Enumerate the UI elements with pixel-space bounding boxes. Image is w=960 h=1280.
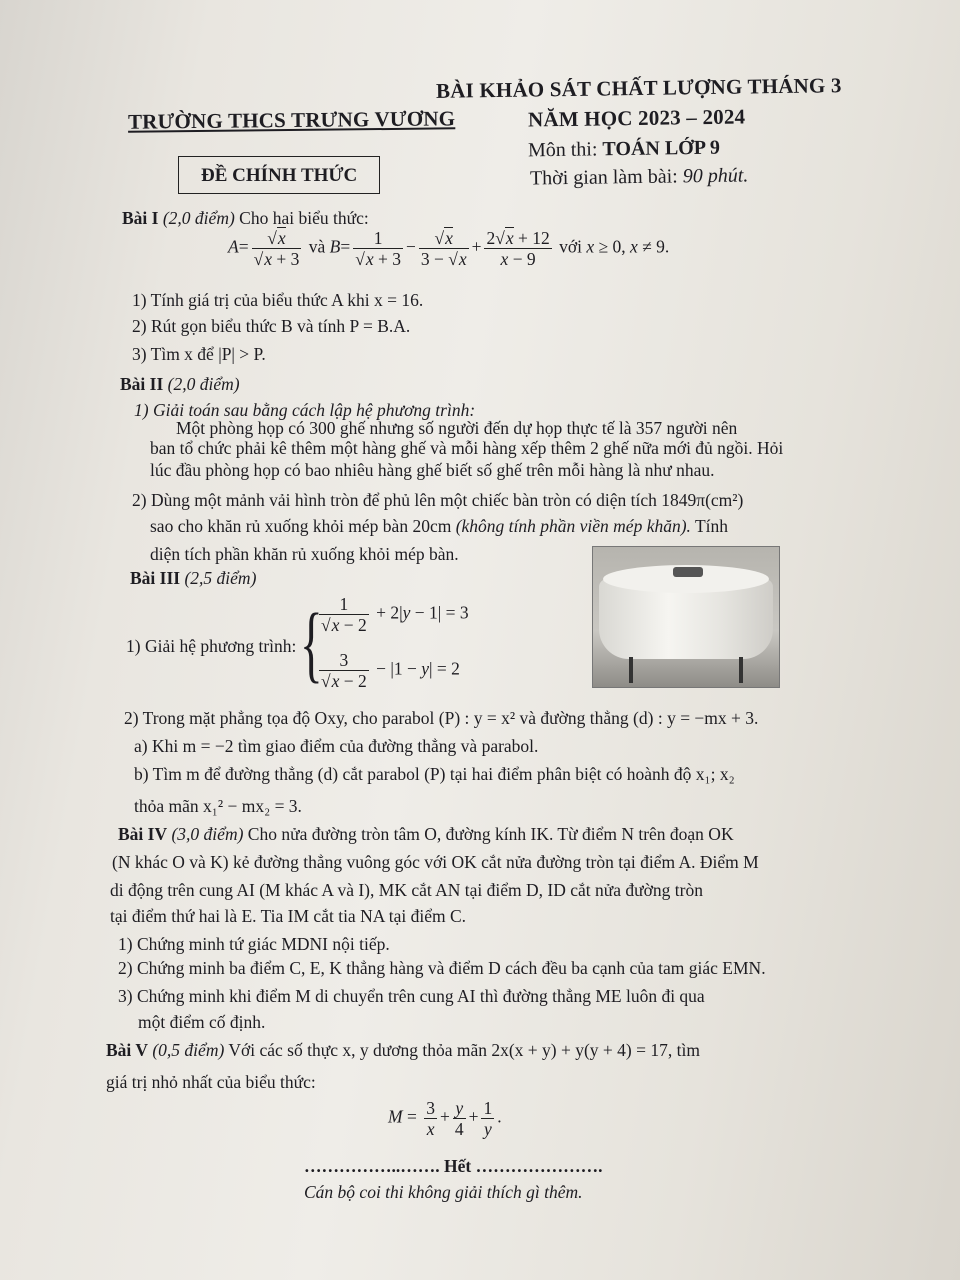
bai1-q3: 3) Tìm x để |P| > P. — [132, 344, 266, 364]
bai2-q2-part-c: Tính — [694, 516, 729, 536]
subject: TOÁN LỚP 9 — [602, 136, 721, 161]
bai3-qb2: thỏa mãn x₁² − mx₂ = 3. — [134, 796, 302, 816]
bai1-title: Bài I — [122, 208, 159, 228]
bai2-q1-line1: Một phòng họp có 300 ghế nhưng số người đến dự họp thực tế là 357 người nên — [176, 418, 738, 438]
bai1-intro: Cho hai biểu thức: — [239, 208, 369, 228]
bai5-points: (0,5 điểm) — [152, 1040, 225, 1060]
exam-title: BÀI KHẢO SÁT CHẤT LƯỢNG THÁNG 3 — [435, 73, 842, 103]
school-name: TRƯỜNG THCS TRƯNG VƯƠNG — [127, 106, 456, 134]
bai5-expression: M = $\frac{3}{x}$ + $\frac{y}{4}$ + $\frac{1}{y}$ . — [388, 1098, 502, 1140]
bai1-expressions: A= $\frac{√x}{√x + 3}$ và B= $\frac{1}{√x + 3}$ − $\frac{√x}{3 - √x}$ + $\frac{2√x + 12}{x - 9}$ với x ≥ 0, x ≠ 9. — [228, 228, 670, 270]
footer-end: ……………..……. Hết …………………. — [304, 1156, 603, 1176]
bai4-q1: 1) Chứng minh tứ giác MDNI nội tiếp. — [118, 934, 390, 954]
bai2-q1-line2: ban tổ chức phải kê thêm một hàng ghế và mỗi hàng xếp thêm 2 ghế nữa mới đủ ngồi. Hỏi — [150, 438, 784, 458]
bai3-points: (2,5 điểm) — [184, 568, 257, 588]
bai3-title: Bài III — [130, 568, 181, 588]
system-eq2: $\frac{3}{√x - 2}$ − |1 − y| = 2 — [321, 650, 460, 692]
bai5-line1 — [106, 1040, 700, 1061]
official-box — [178, 156, 380, 194]
bai2-heading — [120, 374, 240, 395]
bai1-q2: 2) Rút gọn biểu thức B và tính P = B.A. — [132, 316, 411, 336]
bai1-q1: 1) Tính giá trị của biểu thức A khi x = 16. — [132, 290, 424, 310]
official-label: ĐỀ CHÍNH THỨC — [201, 165, 358, 186]
subject-label: Môn thi: — [527, 138, 598, 162]
bai2-q2-line2 — [150, 516, 728, 537]
bai2-points: (2,0 điểm) — [167, 374, 240, 394]
bai2-q2-line1: 2) Dùng một mảnh vải hình tròn để phủ lên một chiếc bàn tròn có diện tích 1849π(cm²) — [132, 490, 744, 510]
bai1-points: (2,0 điểm) — [162, 208, 235, 228]
bai3-qb: b) Tìm m để đường thẳng (d) cắt parabol (P) tại hai điểm phân biệt có hoành độ x₁; x₂ — [134, 764, 735, 784]
school-year: NĂM HỌC 2023 – 2024 — [527, 104, 746, 132]
bai4-line1 — [118, 824, 734, 845]
bai3-q1-label: 1) Giải hệ phương trình: — [126, 636, 297, 656]
bai4-title: Bài IV — [118, 824, 168, 844]
time-line — [530, 164, 749, 190]
bai4-line3: di động trên cung AI (M khác A và I), MK cắt AN tại điểm D, ID cắt nửa đường tròn — [110, 880, 703, 900]
bai2-q1-line3: lúc đầu phòng họp có bao nhiêu hàng ghế biết số ghế trên mỗi hàng là như nhau. — [150, 460, 715, 480]
bai2-q2-part-b: (không tính phần viền mép khăn). — [455, 516, 691, 536]
bai4-l1: Cho nửa đường tròn tâm O, đường kính IK. Từ điểm N trên đoạn OK — [247, 824, 734, 844]
subject-line — [528, 137, 720, 163]
bai2-q1-title-text: 1) Giải toán sau bằng cách lập hệ phương trình: — [134, 400, 476, 420]
time-value: 90 phút. — [682, 164, 749, 188]
bai2-q2-line3: diện tích phần khăn rủ xuống khỏi mép bàn. — [150, 544, 459, 564]
bai2-title: Bài II — [120, 374, 164, 394]
footer-note: Cán bộ coi thi không giải thích gì thêm. — [304, 1182, 583, 1202]
system-brace: { — [300, 595, 323, 691]
time-label: Thời gian làm bài: — [529, 165, 678, 190]
bai3-heading — [130, 568, 256, 589]
bai4-q3b: một điểm cố định. — [138, 1012, 266, 1032]
bai5-title: Bài V — [106, 1040, 148, 1060]
bai4-line4: tại điểm thứ hai là E. Tia IM cắt tia NA tại điểm C. — [110, 906, 467, 926]
bai5-l1: Với các số thực x, y dương thỏa mãn 2x(x + y) + y(y + 4) = 17, tìm — [228, 1040, 700, 1060]
system-eq1: $\frac{1}{√x - 2}$ + 2|y − 1| = 3 — [321, 594, 469, 636]
bai4-q3: 3) Chứng minh khi điểm M di chuyển trên cung AI thì đường thẳng ME luôn đi qua — [118, 986, 705, 1006]
tablecloth-photo — [592, 546, 780, 688]
bai3-qa: a) Khi m = −2 tìm giao điểm của đường thẳng và parabol. — [134, 736, 539, 756]
bai4-points: (3,0 điểm) — [171, 824, 244, 844]
bai5-line2: giá trị nhỏ nhất của biểu thức: — [106, 1072, 316, 1092]
bai4-q2: 2) Chứng minh ba điểm C, E, K thẳng hàng và điểm D cách đều ba cạnh của tam giác EMN. — [118, 958, 766, 978]
bai2-q2-part-a: sao cho khăn rủ xuống khỏi mép bàn 20cm — [150, 516, 452, 536]
bai3-q2: 2) Trong mặt phẳng tọa độ Oxy, cho parabol (P) : y = x² và đường thẳng (d) : y = −mx + 3. — [124, 708, 759, 728]
bai1-heading — [122, 208, 369, 229]
bai4-line2: (N khác O và K) kẻ đường thẳng vuông góc với OK cắt nửa đường tròn tại điểm A. Điểm M — [112, 852, 759, 872]
